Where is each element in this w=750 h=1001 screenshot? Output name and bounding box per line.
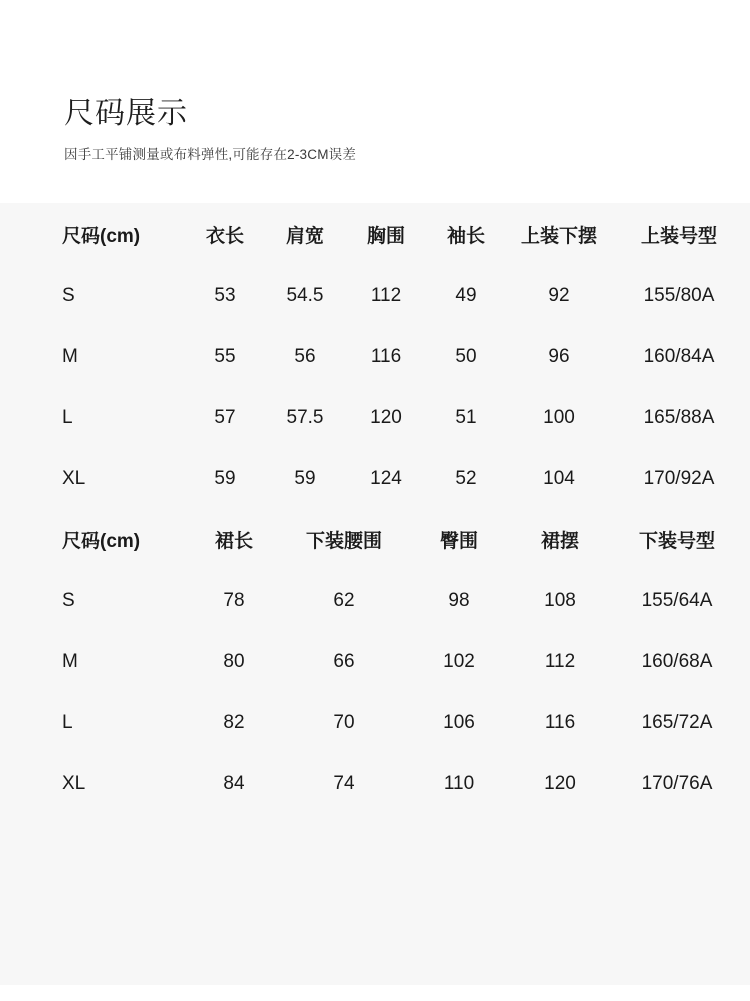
table-cell: 98 <box>448 589 470 611</box>
table-cell: 92 <box>548 284 570 306</box>
page-header <box>0 0 750 165</box>
table-cell: 116 <box>370 345 402 367</box>
size-label: L <box>62 406 73 428</box>
table-cell: 165/88A <box>643 406 715 428</box>
column-header: 下装腰围 <box>305 531 382 552</box>
table-row <box>56 265 746 326</box>
table-cell: 52 <box>455 467 477 489</box>
table-cell: 170/76A <box>641 772 713 794</box>
size-label: S <box>62 284 75 306</box>
table-cell: 74 <box>333 772 355 794</box>
table-cell: 78 <box>223 589 245 611</box>
table-cell: 165/72A <box>641 711 713 733</box>
table-cell: 59 <box>294 467 316 489</box>
table-cell: 84 <box>223 772 245 794</box>
column-header: 胸围 <box>366 226 405 247</box>
table-cell: 106 <box>443 711 475 733</box>
page-subtitle: 因手工平铺测量或布料弹性,可能存在2-3CM误差 <box>64 147 357 162</box>
column-header: 臀围 <box>439 531 478 552</box>
table-header-row <box>56 509 746 570</box>
table-cell: 82 <box>223 711 245 733</box>
table-cell: 56 <box>294 345 316 367</box>
table-cell: 57.5 <box>286 406 324 428</box>
table-row <box>56 387 746 448</box>
table-row <box>56 692 746 753</box>
column-header: 下装号型 <box>638 531 715 552</box>
size-label: M <box>62 650 78 672</box>
table-cell: 96 <box>548 345 570 367</box>
table-cell: 53 <box>214 284 236 306</box>
table-row <box>56 753 746 814</box>
table-cell: 102 <box>443 650 475 672</box>
table-cell: 80 <box>223 650 245 672</box>
table-cell: 57 <box>214 406 236 428</box>
table-cell: 108 <box>544 589 576 611</box>
table-cell: 124 <box>370 467 402 489</box>
table-cell: 100 <box>543 406 575 428</box>
table-cell: 155/64A <box>641 589 713 611</box>
table-row <box>56 326 746 387</box>
table-cell: 49 <box>455 284 477 306</box>
table-cell: 155/80A <box>643 284 715 306</box>
table-cell: 120 <box>544 772 576 794</box>
table-row <box>56 570 746 631</box>
table-cell: 54.5 <box>286 284 324 306</box>
table-cell: 112 <box>370 284 402 306</box>
table-cell: 59 <box>214 467 236 489</box>
column-header: 衣长 <box>205 226 244 247</box>
size-label: M <box>62 345 78 367</box>
column-header: 上装号型 <box>640 226 717 247</box>
table-cell: 51 <box>455 406 477 428</box>
size-label: S <box>62 589 75 611</box>
table-cell: 55 <box>214 345 236 367</box>
table-cell: 66 <box>333 650 355 672</box>
column-header: 肩宽 <box>285 226 324 247</box>
page-title: 尺码展示 <box>64 97 188 130</box>
bottom-size-table <box>56 509 746 814</box>
table-cell: 160/68A <box>641 650 713 672</box>
table-cell: 170/92A <box>643 467 715 489</box>
table-cell: 70 <box>333 711 355 733</box>
table-cell: 50 <box>455 345 477 367</box>
column-header: 裙摆 <box>540 531 579 552</box>
column-header: 尺码(cm) <box>62 531 141 552</box>
top-size-table <box>56 204 746 509</box>
table-cell: 104 <box>543 467 575 489</box>
column-header: 上装下摆 <box>520 226 597 247</box>
table-cell: 112 <box>544 650 576 672</box>
column-header: 尺码(cm) <box>62 226 141 247</box>
table-cell: 62 <box>333 589 355 611</box>
size-label: XL <box>62 467 86 489</box>
table-cell: 116 <box>544 711 576 733</box>
table-cell: 110 <box>443 772 475 794</box>
table-cell: 160/84A <box>643 345 715 367</box>
size-label: XL <box>62 772 86 794</box>
table-row <box>56 631 746 692</box>
table-cell: 120 <box>370 406 402 428</box>
size-label: L <box>62 711 73 733</box>
table-header-row <box>56 204 746 265</box>
table-row <box>56 448 746 509</box>
column-header: 裙长 <box>214 531 253 552</box>
column-header: 袖长 <box>446 226 485 247</box>
header-divider-space <box>0 165 750 203</box>
size-tables-section <box>0 203 750 985</box>
